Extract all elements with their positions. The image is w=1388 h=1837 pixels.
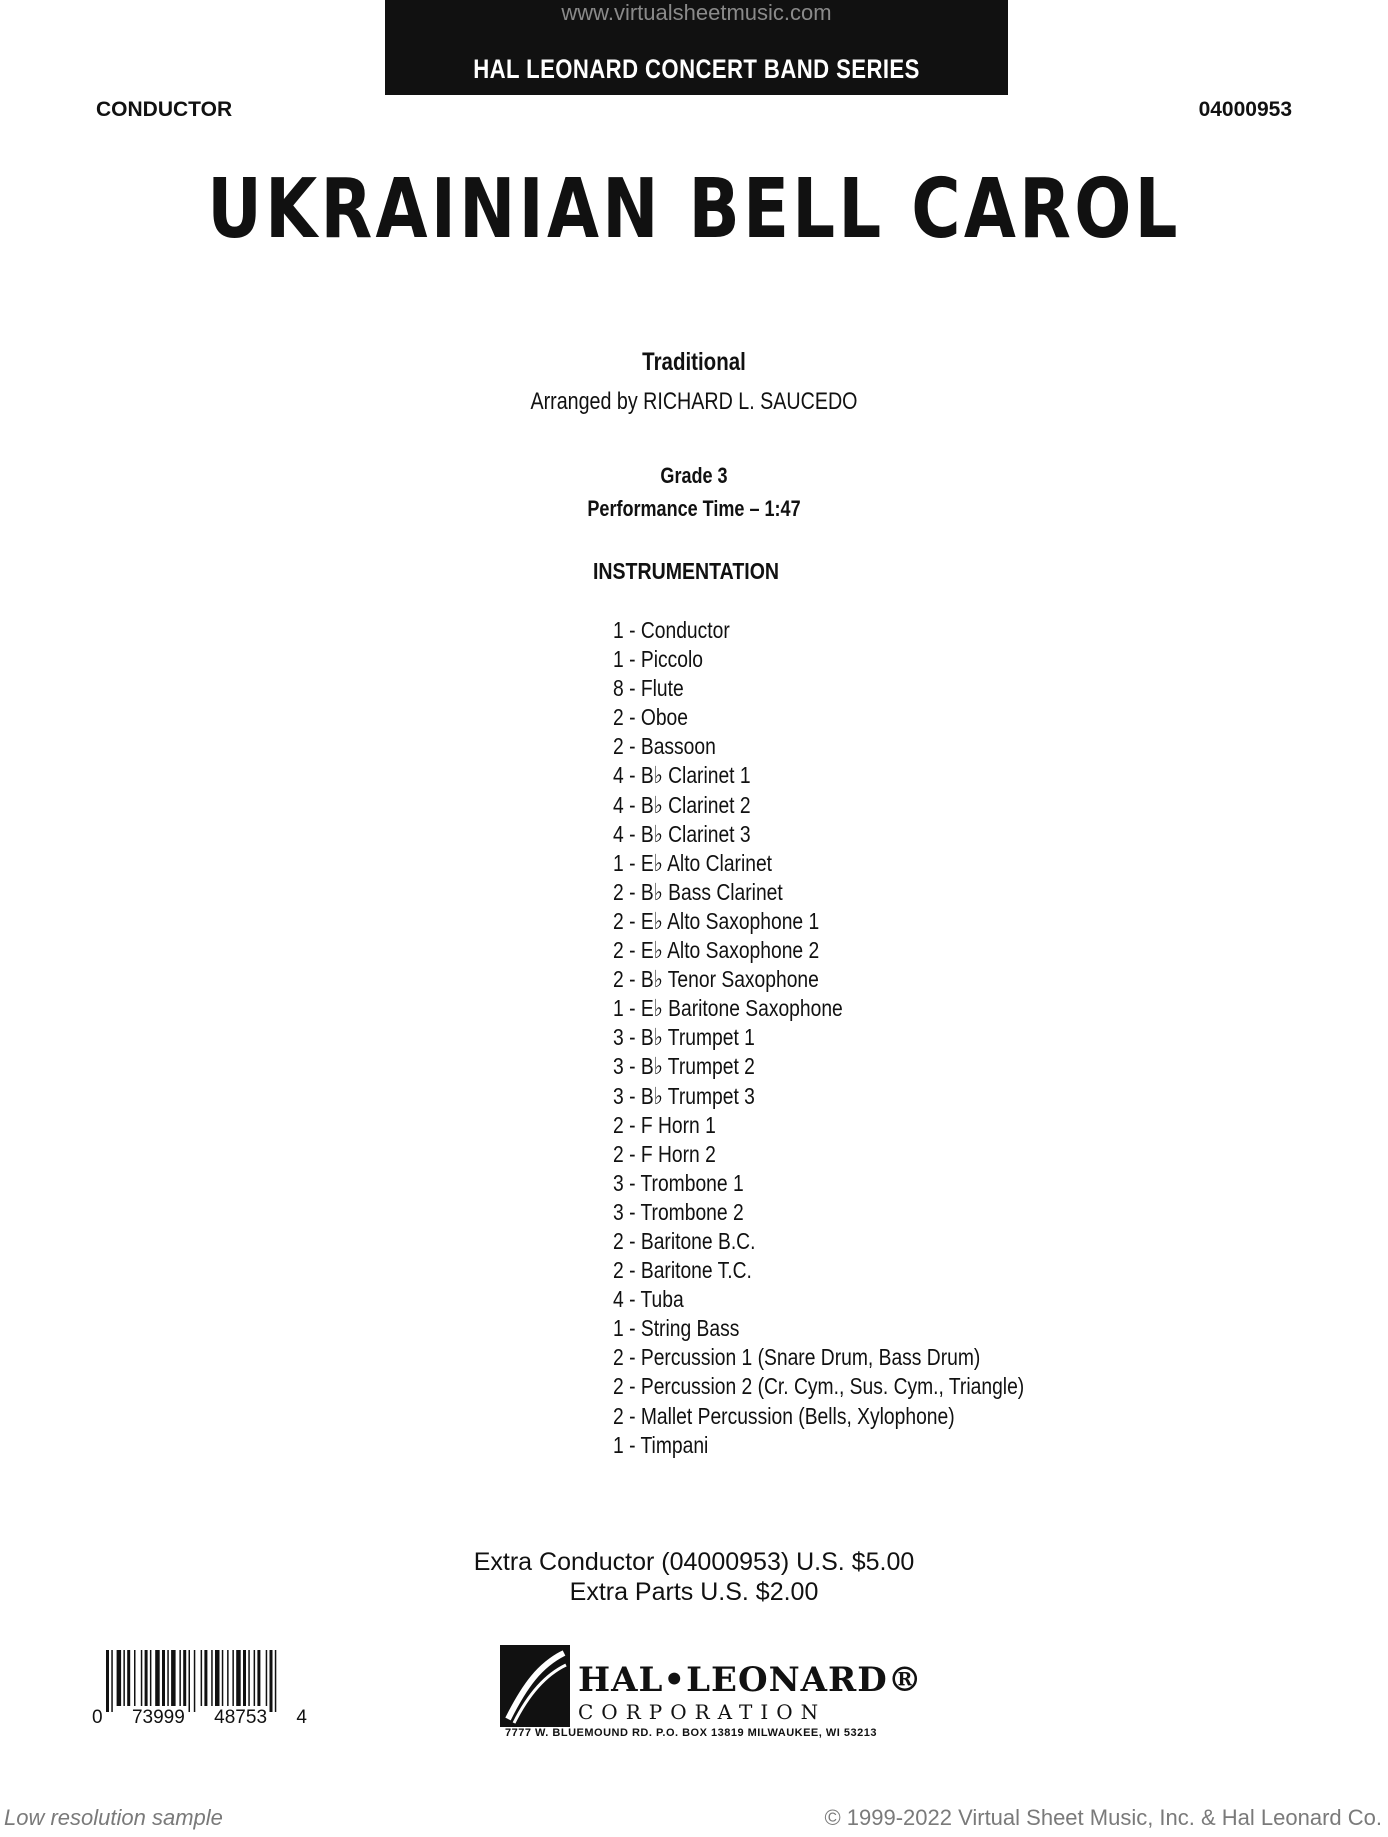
barcode-bar — [127, 1650, 130, 1706]
extra-conductor-price: Extra Conductor (04000953) U.S. $5.00 — [473, 1548, 915, 1576]
instrument-item: 2 - Mallet Percussion (Bells, Xylophone) — [613, 1402, 955, 1429]
barcode-bar — [215, 1650, 220, 1706]
barcode-number — [92, 1707, 307, 1729]
barcode-bar — [117, 1650, 122, 1706]
barcode-bar — [167, 1650, 169, 1706]
barcode-bar — [236, 1650, 241, 1706]
instrument-item: 2 - Bassoon — [613, 733, 716, 760]
arranger-credit: Arranged by RICHARD L. SAUCEDO — [530, 388, 858, 415]
instrument-item: 2 - Oboe — [613, 704, 688, 731]
series-banner — [385, 0, 1008, 95]
grade-label: Grade 3 — [660, 463, 728, 488]
barcode-bar — [204, 1650, 207, 1706]
watermark-url: www.virtualsheetmusic.com — [561, 0, 832, 25]
barcode-bar — [179, 1650, 181, 1706]
barcode-bar — [106, 1650, 109, 1712]
instrument-item: 1 - E♭ Baritone Saxophone — [613, 995, 843, 1022]
barcode-bar — [134, 1650, 136, 1706]
barcode-bar — [150, 1650, 152, 1706]
composer-credit: Traditional — [642, 348, 746, 376]
instrument-item: 1 - Piccolo — [613, 646, 703, 673]
barcode-bar — [111, 1650, 113, 1712]
instrument-item: 2 - B♭ Tenor Saxophone — [613, 966, 819, 993]
instrument-item: 4 - B♭ Clarinet 2 — [613, 791, 751, 818]
barcode-bar — [227, 1650, 229, 1706]
instrument-item: 2 - Baritone B.C. — [613, 1227, 756, 1254]
sample-note: Low resolution sample — [4, 1805, 223, 1830]
barcode-bar — [141, 1650, 143, 1706]
publisher-address: 7777 W. BLUEMOUND RD. P.O. BOX 13819 MILWAUKEE, WI 53213 — [505, 1727, 877, 1739]
instrument-item: 4 - B♭ Clarinet 1 — [613, 762, 751, 789]
instrument-item: 2 - E♭ Alto Saxophone 1 — [613, 907, 820, 934]
instrument-item: 3 - B♭ Trumpet 3 — [613, 1082, 755, 1109]
instrument-item: 2 - Percussion 2 (Cr. Cym., Sus. Cym., Triangle) — [613, 1373, 1025, 1400]
barcode-bar — [155, 1650, 160, 1706]
instrument-item: 2 - E♭ Alto Saxophone 2 — [613, 937, 820, 964]
instrumentation-list — [613, 616, 1114, 1460]
barcode-bar — [189, 1650, 191, 1712]
instrument-item: 1 - E♭ Alto Clarinet — [613, 849, 773, 876]
instrument-item: 3 - B♭ Trumpet 2 — [613, 1053, 755, 1080]
instrument-item: 1 - Conductor — [613, 617, 730, 643]
barcode-bar — [211, 1650, 213, 1706]
instrument-item: 4 - Tuba — [613, 1286, 684, 1313]
barcode-bar — [162, 1650, 165, 1706]
barcode-bar — [270, 1650, 273, 1712]
instrumentation-heading: INSTRUMENTATION — [592, 558, 780, 584]
publisher-name: HAL•LEONARD® — [578, 1660, 923, 1700]
barcode-bar — [266, 1650, 268, 1706]
instrument-item: 4 - B♭ Clarinet 3 — [613, 820, 751, 847]
instrument-item: 3 - B♭ Trumpet 1 — [613, 1024, 755, 1051]
barcode-bar — [248, 1650, 250, 1706]
barcode-bar — [171, 1650, 176, 1706]
publisher-subtitle: CORPORATION — [578, 1700, 827, 1724]
copyright-notice: © 1999-2022 Virtual Sheet Music, Inc. & Hal Leonard Co. — [824, 1805, 1382, 1830]
barcode-digit-group: 0 — [92, 1707, 103, 1728]
instrument-item: 3 - Trombone 1 — [613, 1169, 744, 1196]
series-title: HAL LEONARD CONCERT BAND SERIES — [473, 54, 920, 84]
instrument-item: 2 - Baritone T.C. — [613, 1257, 752, 1284]
barcode-bar — [275, 1650, 277, 1712]
instrument-item: 8 - Flute — [613, 675, 684, 702]
barcode-bar — [232, 1650, 234, 1706]
instrument-item: 3 - Trombone 2 — [613, 1198, 744, 1225]
instrument-item: 2 - B♭ Bass Clarinet — [613, 878, 783, 905]
catalog-number: 04000953 — [1198, 98, 1292, 121]
barcode-digit-group: 48753 — [214, 1707, 268, 1728]
barcode-digit-group: 73999 — [131, 1707, 185, 1728]
barcode-bar — [194, 1650, 196, 1712]
instrument-item: 1 - String Bass — [613, 1315, 740, 1342]
extra-parts-price: Extra Parts U.S. $2.00 — [569, 1578, 819, 1606]
instrument-item: 2 - F Horn 1 — [613, 1111, 716, 1138]
barcode-bar — [257, 1650, 260, 1706]
barcode-bar — [243, 1650, 246, 1706]
barcode — [92, 1650, 307, 1746]
barcode-bar — [254, 1650, 256, 1706]
instrument-item: 1 - Timpani — [613, 1431, 709, 1458]
page-title: UKRAINIAN BELL CAROL — [207, 162, 1181, 257]
instrument-item: 2 - F Horn 2 — [613, 1140, 716, 1167]
performance-time: Performance Time – 1:47 — [587, 496, 801, 521]
barcode-bar — [183, 1650, 186, 1706]
barcode-bar — [201, 1650, 203, 1706]
barcode-digit-group: 4 — [296, 1707, 307, 1728]
barcode-bar — [145, 1650, 148, 1706]
instrument-item: 2 - Percussion 1 (Snare Drum, Bass Drum) — [613, 1344, 981, 1371]
barcode-bar — [123, 1650, 125, 1706]
part-label: CONDUCTOR — [96, 98, 233, 121]
barcode-bar — [222, 1650, 224, 1706]
